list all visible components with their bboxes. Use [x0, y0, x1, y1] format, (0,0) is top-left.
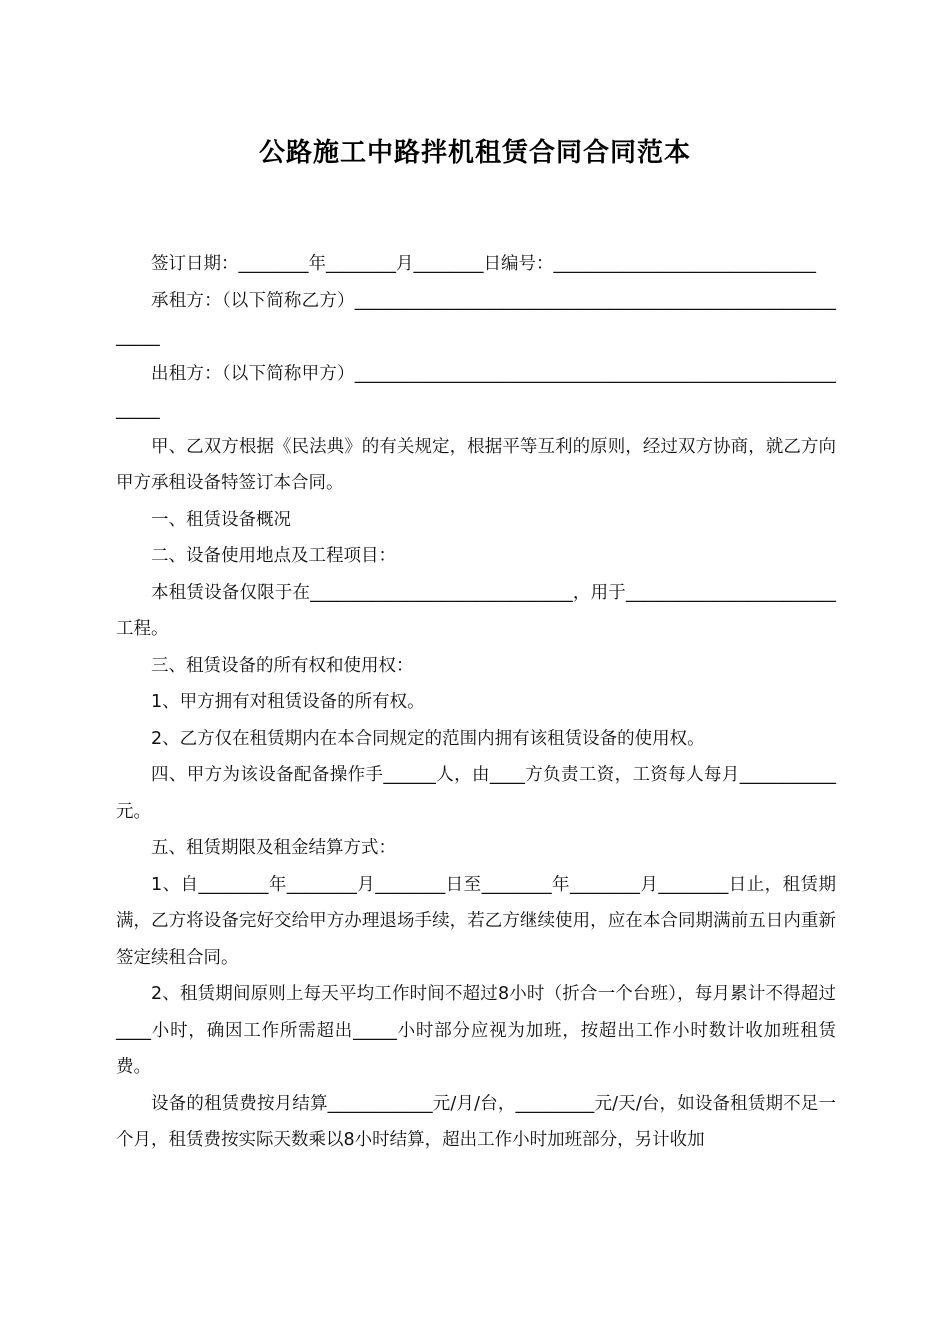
- section-heading-3: 三、租赁设备的所有权和使用权：: [151, 655, 414, 676]
- lease-term-clause: 1、自________年________月________日至________年________月________日止，租赁期满，乙方将设备完好交给甲方办理退场手续，若乙方继续使用，应在本合同期满前五日内重新签定续租合同。: [116, 874, 836, 968]
- operator-clause: 四、甲方为该设备配备操作手______人，由____方负责工资，工资每人每月___________元。: [116, 765, 836, 822]
- ownership-clause: 1、甲方拥有对租赁设备的所有权。: [151, 692, 425, 712]
- rental-fee-paragraph: 设备的租赁费按月结算____________元/月/台，_________元/天/台，如设备租赁期不足一个月，租赁费按实际天数乘以8小时结算，超出工作小时加班部分，另计收加: [116, 1093, 836, 1150]
- lessee-line: 承租方：（以下简称乙方）____________________________________________________________: [116, 290, 836, 347]
- lessor-line: 出租方：（以下简称甲方）____________________________________________________________: [116, 363, 836, 420]
- working-hours-clause: 2、租赁期间原则上每天平均工作时间不超过8小时（折合一个台班），每月累计不得超过____小时，确因工作所需超出_____小时部分应视为加班，按超出工作小时数计收加班租赁费。: [116, 984, 836, 1077]
- usage-right-clause: 2、乙方仅在租赁期内在本合同规定的范围内拥有该租赁设备的使用权。: [151, 728, 705, 749]
- section-heading-2: 二、设备使用地点及工程项目：: [151, 546, 396, 566]
- document-body: [116, 246, 836, 1159]
- preamble-paragraph: 甲、乙双方根据《民法典》的有关规定，根据平等互利的原则，经过双方协商，就乙方向甲方承租设备特签订本合同。: [116, 436, 836, 493]
- usage-location-paragraph: 本租赁设备仅限于在______________________________，用于________________________工程。: [116, 582, 836, 639]
- signing-date-line: 签订日期：________年________月________日编号：______________________________: [151, 254, 816, 274]
- section-heading-1: 一、租赁设备概况: [151, 509, 291, 530]
- section-heading-5: 五、租赁期限及租金结算方式：: [151, 838, 396, 858]
- document-title: 公路施工中路拌机租赁合同合同范本: [258, 138, 691, 168]
